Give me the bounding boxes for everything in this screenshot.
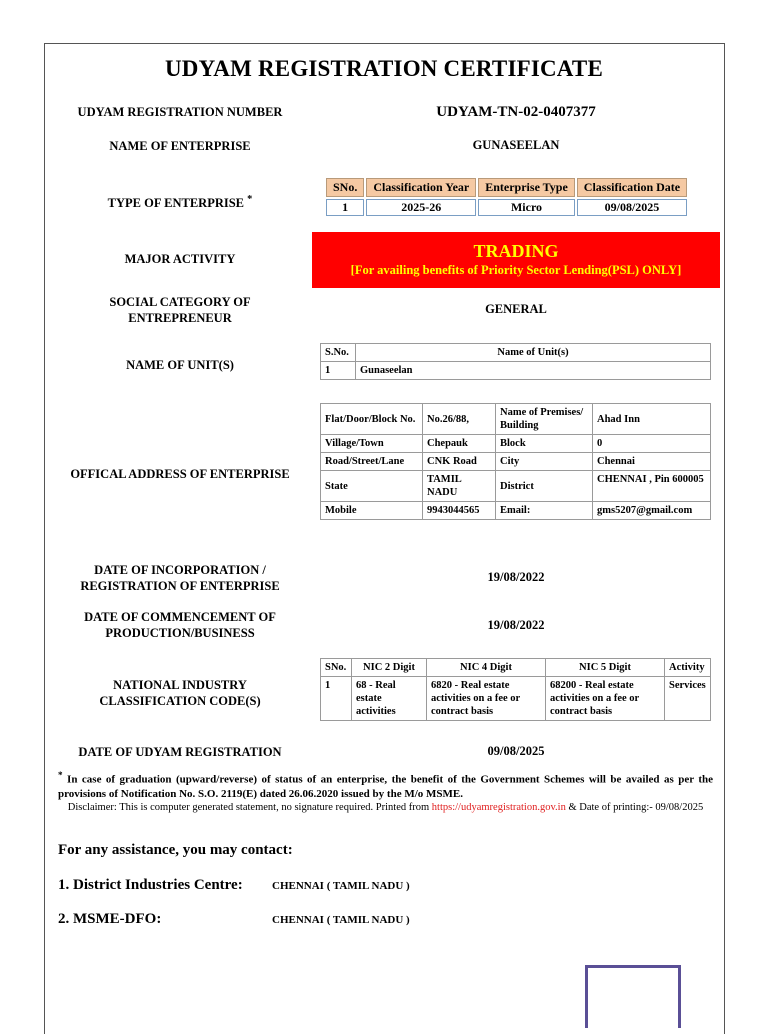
classification-cell: Micro	[478, 199, 575, 216]
major-activity-value: TRADING	[473, 241, 559, 261]
address-field-value: 0	[593, 435, 711, 453]
units-label: NAME OF UNIT(S)	[126, 358, 234, 372]
nic-cell: 6820 - Real estate activities on a fee or contract basis	[427, 677, 546, 721]
enterprise-type-mark: *	[247, 194, 253, 205]
registration-number-label: UDYAM REGISTRATION NUMBER	[77, 105, 283, 119]
address-field-label: Mobile	[321, 502, 423, 520]
nic-table	[320, 658, 711, 721]
udyam-portal-link[interactable]: https://udyamregistration.gov.in	[431, 802, 566, 813]
disclaimer-prefix: Disclaimer: This is computer generated statement, no signature required. Printed from	[67, 802, 430, 813]
major-activity-label: MAJOR ACTIVITY	[124, 252, 236, 266]
units-cell: Gunaseelan	[356, 362, 711, 380]
classification-header-row	[326, 178, 687, 197]
address-field-value: Ahad Inn	[593, 404, 711, 435]
footnote-mark: *	[58, 770, 63, 780]
address-email: gms5207@gmail.com	[593, 502, 711, 520]
registration-number-value: UDYAM-TN-02-0407377	[436, 104, 596, 120]
social-category-label-line1: SOCIAL CATEGORY OF	[109, 295, 251, 309]
nic-header: Activity	[665, 659, 711, 677]
address-field-value: Chennai	[593, 453, 711, 471]
udyam-date-value: 09/08/2025	[487, 744, 545, 758]
units-table	[320, 343, 711, 380]
nic-header-row	[321, 659, 711, 677]
nic-header: SNo.	[321, 659, 352, 677]
dic-value: CHENNAI ( TAMIL NADU )	[272, 880, 410, 892]
address-field-label: State	[321, 471, 423, 502]
address-row	[321, 435, 711, 453]
address-field-value: CHENNAI , Pin 600005	[593, 471, 711, 502]
address-field-label: City	[496, 453, 593, 471]
nic-header: NIC 4 Digit	[427, 659, 546, 677]
classification-table	[324, 176, 689, 218]
address-field-label: Village/Town	[321, 435, 423, 453]
qr-code-box	[585, 965, 681, 1028]
address-label: OFFICAL ADDRESS OF ENTERPRISE	[70, 467, 290, 481]
address-field-label: Road/Street/Lane	[321, 453, 423, 471]
address-field-value: No.26/88,	[423, 404, 496, 435]
units-header: S.No.	[321, 344, 356, 362]
units-header: Name of Unit(s)	[356, 344, 711, 362]
commencement-label-line2: PRODUCTION/BUSINESS	[105, 626, 255, 640]
address-field-value: CNK Road	[423, 453, 496, 471]
footnote	[58, 768, 713, 801]
dfo-label: 2. MSME-DFO:	[58, 911, 162, 927]
enterprise-type-label-text: TYPE OF ENTERPRISE	[107, 196, 245, 211]
address-row	[321, 471, 711, 502]
enterprise-type-label	[58, 192, 302, 211]
classification-cell: 2025-26	[366, 199, 476, 216]
nic-row	[321, 677, 711, 721]
social-category-label-line2: ENTREPRENEUR	[128, 311, 232, 325]
units-row	[321, 362, 711, 380]
classification-row	[326, 199, 687, 216]
incorporation-label	[58, 562, 302, 594]
nic-cell: Services	[665, 677, 711, 721]
address-row	[321, 453, 711, 471]
major-activity-note: [For availing benefits of Priority Sector Lending(PSL) ONLY]	[350, 263, 682, 277]
major-activity-banner	[312, 232, 720, 288]
incorporation-label-line1: DATE OF INCORPORATION /	[94, 563, 266, 577]
units-cell: 1	[321, 362, 356, 380]
address-field-value: Chepauk	[423, 435, 496, 453]
classification-header: SNo.	[326, 178, 364, 197]
certificate-title: UDYAM REGISTRATION CERTIFICATE	[164, 56, 603, 81]
commencement-value: 19/08/2022	[487, 618, 545, 632]
incorporation-value: 19/08/2022	[487, 570, 545, 584]
classification-cell: 1	[326, 199, 364, 216]
classification-header: Classification Year	[366, 178, 476, 197]
commencement-label-line1: DATE OF COMMENCEMENT OF	[84, 610, 276, 624]
classification-cell: 09/08/2025	[577, 199, 687, 216]
nic-cell: 68200 - Real estate activities on a fee or contract basis	[546, 677, 665, 721]
address-field-label: Name of Premises/ Building	[496, 404, 593, 435]
dfo-value: CHENNAI ( TAMIL NADU )	[272, 914, 410, 926]
incorporation-label-line2: REGISTRATION OF ENTERPRISE	[80, 579, 280, 593]
address-row	[321, 404, 711, 435]
classification-header: Enterprise Type	[478, 178, 575, 197]
address-field-label: Block	[496, 435, 593, 453]
units-header-row	[321, 344, 711, 362]
nic-header: NIC 2 Digit	[352, 659, 427, 677]
nic-label-line1: NATIONAL INDUSTRY	[113, 678, 247, 692]
dic-label: 1. District Industries Centre:	[58, 877, 243, 893]
enterprise-name-value: GUNASEELAN	[472, 138, 560, 152]
footnote-text: In case of graduation (upward/reverse) of status of an enterprise, the benefit of the Government Schemes will be availed as per the provisions of Notification No. S.O. 2119(E) dated 26.06.2020 issued by the M/o MSME.	[58, 773, 714, 800]
address-row	[321, 502, 711, 520]
social-category-value: GENERAL	[485, 302, 547, 316]
address-field-label: District	[496, 471, 593, 502]
address-field-label: Email:	[496, 502, 593, 520]
address-field-label: Flat/Door/Block No.	[321, 404, 423, 435]
address-field-value: 9943044565	[423, 502, 496, 520]
disclaimer-suffix: & Date of printing:- 09/08/2025	[568, 802, 704, 813]
contact-heading: For any assistance, you may contact:	[58, 842, 293, 858]
nic-cell: 1	[321, 677, 352, 721]
enterprise-name-label: NAME OF ENTERPRISE	[109, 139, 251, 153]
udyam-date-label: DATE OF UDYAM REGISTRATION	[78, 745, 282, 759]
classification-header: Classification Date	[577, 178, 687, 197]
social-category-label	[58, 294, 302, 326]
nic-cell: 68 - Real estate activities	[352, 677, 427, 721]
address-table	[320, 403, 711, 520]
disclaimer	[58, 801, 713, 815]
nic-header: NIC 5 Digit	[546, 659, 665, 677]
commencement-label	[58, 609, 302, 641]
nic-label	[58, 677, 302, 709]
address-field-value: TAMIL NADU	[423, 471, 496, 502]
nic-label-line2: CLASSIFICATION CODE(S)	[99, 694, 261, 708]
